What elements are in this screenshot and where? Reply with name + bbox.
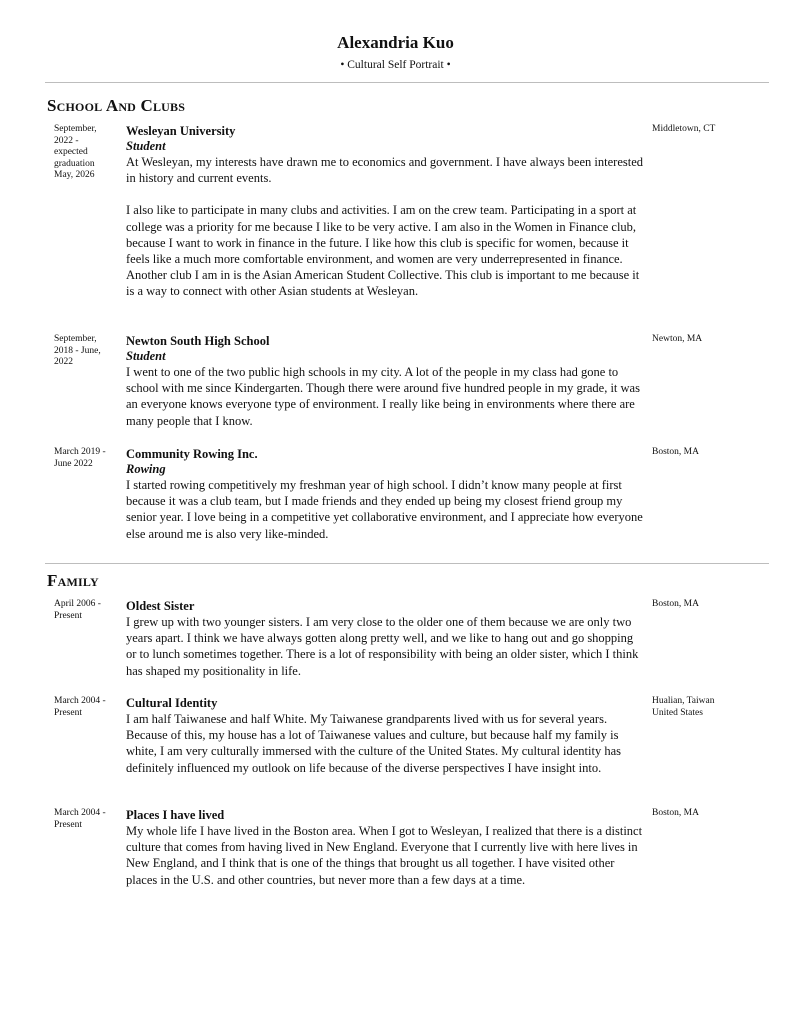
section-divider [45,563,769,564]
entry-role: Rowing [126,462,166,476]
header [0,32,791,73]
entry-date: March 2019 - June 2022 [54,447,106,469]
entry-location: Boston, MA [652,447,699,457]
section-title-family: Family [47,571,99,590]
entry-paragraph: I grew up with two younger sisters. I am very close to the older one of them because we are only two years apart. I think we have always gotten along pretty well, and we like to hang out and go shopping or to lunch sometimes together. There is a lot of responsibility with being an older sister, which I think has shaped my positionality in life. [126,615,639,678]
entry-date: April 2006 - Present [54,599,101,621]
entry-title: Wesleyan University [126,124,236,138]
entry-location: Middletown, CT [652,124,716,134]
entry-role: Student [126,139,166,153]
entry-paragraph: At Wesleyan, my interests have drawn me to economics and government. I have always been interested in history and current events. [126,155,643,186]
document-subtitle: • Cultural Self Portrait • [340,59,451,71]
entry-date: March 2004 - Present [54,808,106,830]
entry-content [126,599,646,679]
entry-title: Oldest Sister [126,599,195,613]
entry-title: Places I have lived [126,808,225,822]
entry-role: Student [126,349,166,363]
author-name: Alexandria Kuo [337,33,454,52]
entry-content [126,334,646,429]
entry-date: September, 2018 - June, 2022 [54,334,101,367]
section-title-school-and-clubs: School And Clubs [47,96,186,115]
entry-content [126,124,646,300]
entry-title: Cultural Identity [126,696,218,710]
entry-paragraph: My whole life I have lived in the Boston area. When I got to Wesleyan, I realized that there is a distinct culture that comes from having lived in New England. Everyone that I currently live with here lives in New England, and I think that is one of the things that brought us all together. I have visited other places in the U.S. and other countries, but never more than a few days at a time. [126,824,643,887]
entry-location: Newton, MA [652,334,703,344]
entry-content [126,447,646,542]
entry-paragraph: I also like to participate in many clubs and activities. I am on the crew team. Participating in a sport at college was a priority for me because I like to be very active. I am also in the Women in Finance club, because I want to work in finance in the future. I like how this club is specific for women, because it feels like a much more comfortable environment, and women are very underrepresented in finance. Another club I am in is the Asian American Student Collective. This club is important to me because it is a way to connect with other Asian students at Wesleyan. [126,203,640,299]
entry-content [126,696,646,776]
entry-title: Community Rowing Inc. [126,447,258,461]
entry-paragraph: I am half Taiwanese and half White. My Taiwanese grandparents lived with us for several years. Because of this, my house has a lot of Taiwanese values and culture, but because half my family is white, I am very culturally immersed with the culture of the United States. My cultural identity has definitely influenced my outlook on life because of the diverse perspectives I have insight into. [126,712,622,775]
entry-content [126,808,646,888]
entry-title: Newton South High School [126,334,270,348]
header-divider [45,82,769,83]
entry-location: Hualian, Taiwan United States [652,696,715,718]
entry-location: Boston, MA [652,599,699,609]
entry-location: Boston, MA [652,808,699,818]
entry-paragraph: I started rowing competitively my freshman year of high school. I didn’t know many people at first because it was a club team, but I made friends and they ended up being my closest friend group my senior year. I love being in a competitive yet collaborative environment, and I appreciate how everyone else around me is also very like-minded. [126,478,643,541]
entry-date: September, 2022 - expected graduation May, 2026 [54,124,97,180]
entry-paragraph: I went to one of the two public high schools in my city. A lot of the people in my class had gone to school with me since Kindergarten. Though there were around five hundred people in my grade, it was an everyone knows everyone type of environment. I really like being in environments where there are many people that I know. [126,365,640,428]
entry-date: March 2004 - Present [54,696,106,718]
